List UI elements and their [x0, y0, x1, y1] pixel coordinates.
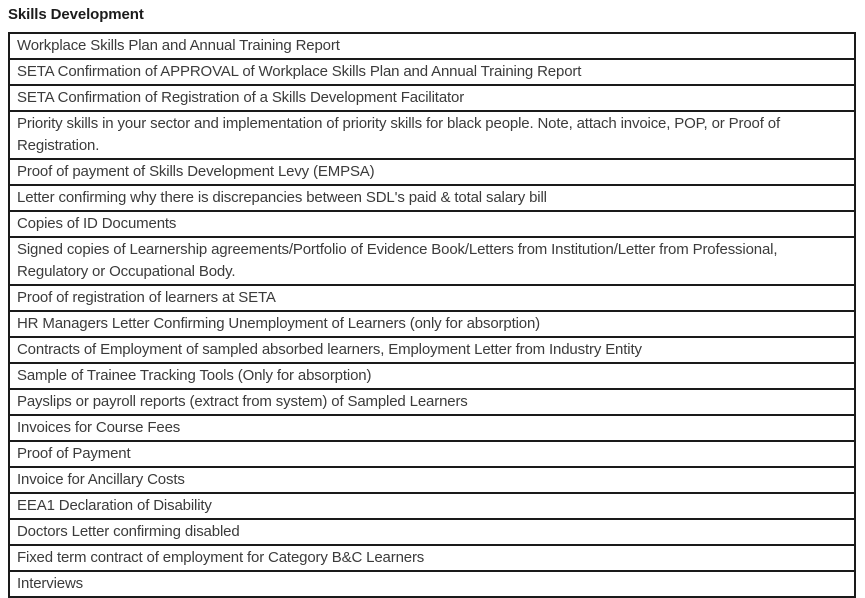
requirement-cell: Letter confirming why there is discrepancies between SDL's paid & total salary bill — [9, 185, 855, 211]
table-row — [9, 571, 855, 597]
table-row — [9, 545, 855, 571]
requirement-cell: Copies of ID Documents — [9, 211, 855, 237]
page-title: Skills Development — [8, 6, 144, 23]
requirement-cell: Signed copies of Learnership agreements/Portfolio of Evidence Book/Letters from Institution/Letter from Professional, Regulatory or Occupational Body. — [9, 237, 855, 285]
requirement-cell: Contracts of Employment of sampled absorbed learners, Employment Letter from Industry Entity — [9, 337, 855, 363]
requirement-cell: Invoice for Ancillary Costs — [9, 467, 855, 493]
requirement-cell: Priority skills in your sector and implementation of priority skills for black people. Note, attach invoice, POP, or Proof of Registration. — [9, 111, 855, 159]
table-row — [9, 441, 855, 467]
requirement-cell: Workplace Skills Plan and Annual Training Report — [9, 33, 855, 59]
table-row — [9, 389, 855, 415]
requirement-cell: Sample of Trainee Tracking Tools (Only for absorption) — [9, 363, 855, 389]
requirement-cell: Payslips or payroll reports (extract from system) of Sampled Learners — [9, 389, 855, 415]
requirement-cell: HR Managers Letter Confirming Unemployment of Learners (only for absorption) — [9, 311, 855, 337]
table-row — [9, 211, 855, 237]
table-row — [9, 311, 855, 337]
table-row — [9, 33, 855, 59]
requirement-cell: Interviews — [9, 571, 855, 597]
table-row — [9, 185, 855, 211]
table-row — [9, 237, 855, 285]
table-row — [9, 59, 855, 85]
requirement-cell: EEA1 Declaration of Disability — [9, 493, 855, 519]
requirement-cell: SETA Confirmation of APPROVAL of Workplace Skills Plan and Annual Training Report — [9, 59, 855, 85]
skills-development-table — [8, 32, 856, 598]
requirement-cell: Doctors Letter confirming disabled — [9, 519, 855, 545]
requirement-cell: Proof of payment of Skills Development Levy (EMPSA) — [9, 159, 855, 185]
table-row — [9, 519, 855, 545]
table-row — [9, 85, 855, 111]
requirement-cell: SETA Confirmation of Registration of a Skills Development Facilitator — [9, 85, 855, 111]
table-row — [9, 363, 855, 389]
skills-table-body — [9, 33, 855, 597]
requirement-cell: Invoices for Course Fees — [9, 415, 855, 441]
table-row — [9, 337, 855, 363]
table-row — [9, 493, 855, 519]
table-row — [9, 285, 855, 311]
requirement-cell: Fixed term contract of employment for Category B&C Learners — [9, 545, 855, 571]
table-row — [9, 467, 855, 493]
table-row — [9, 159, 855, 185]
requirement-cell: Proof of registration of learners at SETA — [9, 285, 855, 311]
table-row — [9, 111, 855, 159]
requirement-cell: Proof of Payment — [9, 441, 855, 467]
table-row — [9, 415, 855, 441]
